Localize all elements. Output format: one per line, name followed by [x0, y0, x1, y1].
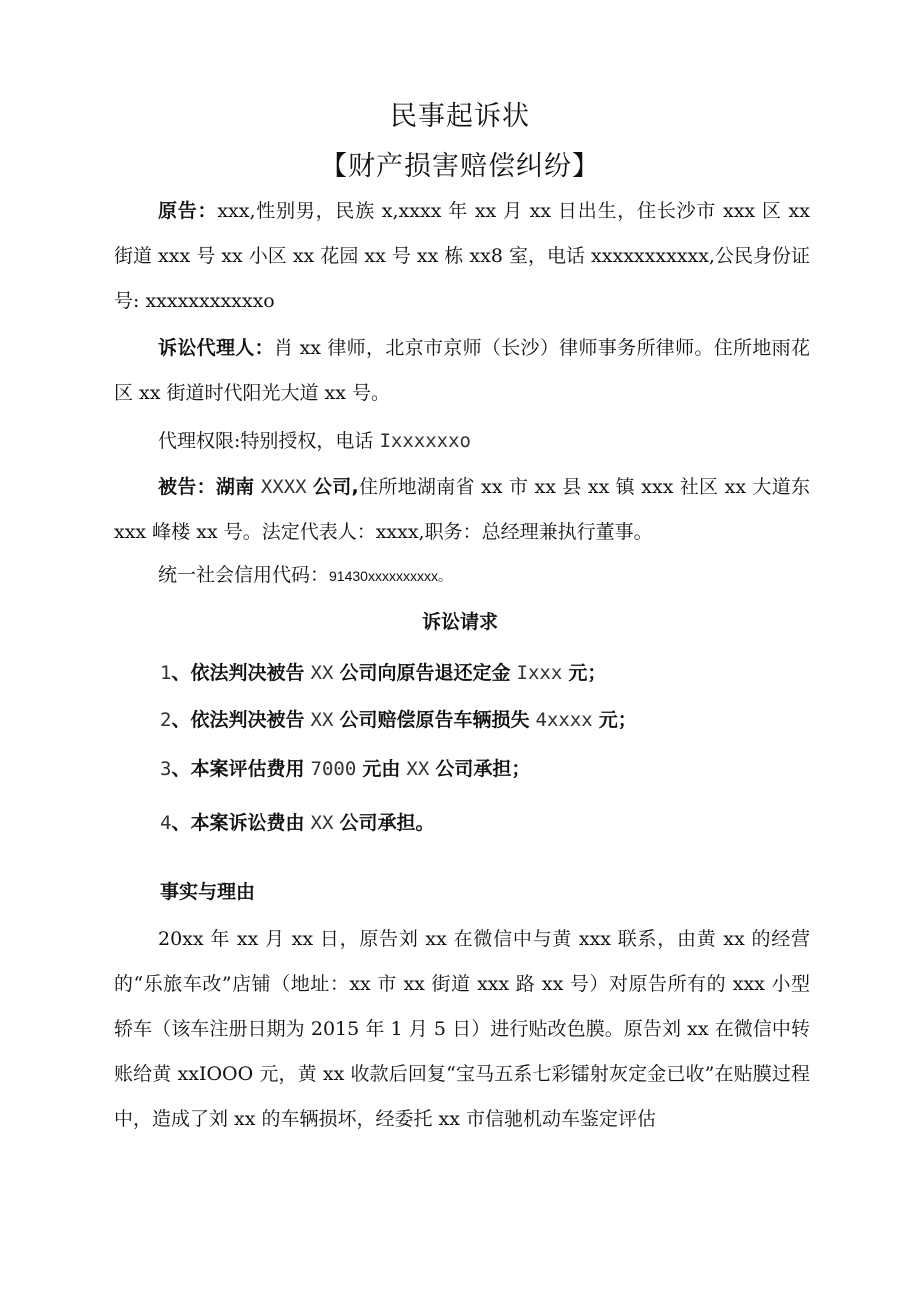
credit-code-paragraph — [114, 553, 810, 599]
document-title: 民事起诉状 — [390, 101, 530, 132]
claim-number: 4 — [160, 812, 172, 834]
defendant-label: 被告：湖南 — [158, 476, 255, 498]
claim-number: 1 — [160, 662, 172, 684]
claim-text: 元； — [568, 662, 607, 684]
claim-text: 公司赔偿原告车辆损失 — [339, 709, 530, 731]
claim-text: 公司承担； — [435, 758, 531, 780]
claims-heading: 诉讼请求 — [421, 611, 498, 633]
claim-separator: 、 — [171, 758, 191, 780]
agent-text: 肖 xx 律师，北京市京师（长沙）律师事务所律师。住所地雨花区 xx 街道时代阳光大道 xx 号。 — [114, 337, 810, 404]
defendant-label2: 公司, — [312, 476, 359, 498]
claim-amount: Ixxx — [516, 662, 563, 684]
claim-party: XX — [310, 812, 334, 834]
claim-item-3 — [160, 754, 530, 781]
claim-party: XX — [406, 758, 430, 780]
plaintiff-text: xxx,性别男，民族 x,xxxx 年 xx 月 xx 日出生，住长沙市 xxx 区 xx 街道 xxx 号 xx 小区 xx 花园 xx 号 xx 栋 xx8 室，电话 xxxxxxxxxxx,公民身份证号: xxxxxxxxxxxo — [114, 200, 810, 312]
claim-item-2 — [160, 705, 637, 732]
credit-code-label: 统一社会信用代码： — [158, 564, 330, 586]
credit-code-value: 91430xxxxxxxxxx。 — [329, 568, 452, 584]
plaintiff-paragraph — [114, 189, 810, 324]
claim-amount: 7000 — [310, 758, 357, 780]
claim-text: 本案评估费用 — [190, 758, 305, 780]
claim-text: 依法判决被告 — [190, 662, 305, 684]
authority-paragraph — [114, 419, 810, 464]
claim-separator: 、 — [171, 812, 191, 834]
claim-text: 元； — [598, 709, 637, 731]
claim-number: 3 — [160, 758, 172, 780]
agent-paragraph — [114, 326, 810, 416]
document-subtitle: 【财产损害赔偿纠纷】 — [320, 151, 600, 182]
claim-party: XX — [310, 709, 334, 731]
authority-label: 代理权限:特别授权，电话 — [158, 430, 374, 452]
agent-label: 诉讼代理人： — [158, 337, 274, 359]
defendant-company: XXXX — [260, 476, 307, 498]
authority-phone: Ixxxxxxo — [379, 430, 471, 452]
claim-separator: 、 — [171, 709, 191, 731]
facts-heading: 事实与理由 — [160, 881, 256, 903]
claim-amount: 4xxxx — [535, 709, 593, 731]
claim-item-4 — [160, 808, 434, 835]
claim-text: 本案诉讼费由 — [190, 812, 305, 834]
claim-text: 依法判决被告 — [190, 709, 305, 731]
claim-item-1 — [160, 658, 606, 685]
claim-text: 公司承担。 — [339, 812, 435, 834]
facts-paragraph: 20xx 年 xx 月 xx 日，原告刘 xx 在微信中与黄 xxx 联系，由黄 xx 的经营的“乐旅车改”店铺（地址：xx 市 xx 街道 xxx 路 xx 号）对原告所有的 xxx 小型轿车（该车注册日期为 2015 年 1 月 5 日）进行贴改色膜。原告刘 xx 在微信中转账给黄 xxIOOO 元，黄 xx 收款后回复“宝马五系七彩镭射灰定金已收”在贴膜过程中，造成了刘 xx 的车辆损坏，经委托 xx 市信驰机动车鉴定评估 — [114, 928, 810, 1130]
claim-text: 元由 — [362, 758, 401, 780]
claim-separator: 、 — [171, 662, 191, 684]
claim-party: XX — [310, 662, 334, 684]
defendant-text: 住所地湖南省 xx 市 xx 县 xx 镇 xxx 社区 xx 大道东 xxx 峰楼 xx 号。法定代表人：xxxx,职务：总经理兼执行董事。 — [114, 476, 811, 543]
claim-text: 公司向原告退还定金 — [339, 662, 511, 684]
claim-number: 2 — [160, 709, 172, 731]
defendant-paragraph — [114, 465, 810, 555]
plaintiff-label: 原告： — [158, 200, 218, 222]
